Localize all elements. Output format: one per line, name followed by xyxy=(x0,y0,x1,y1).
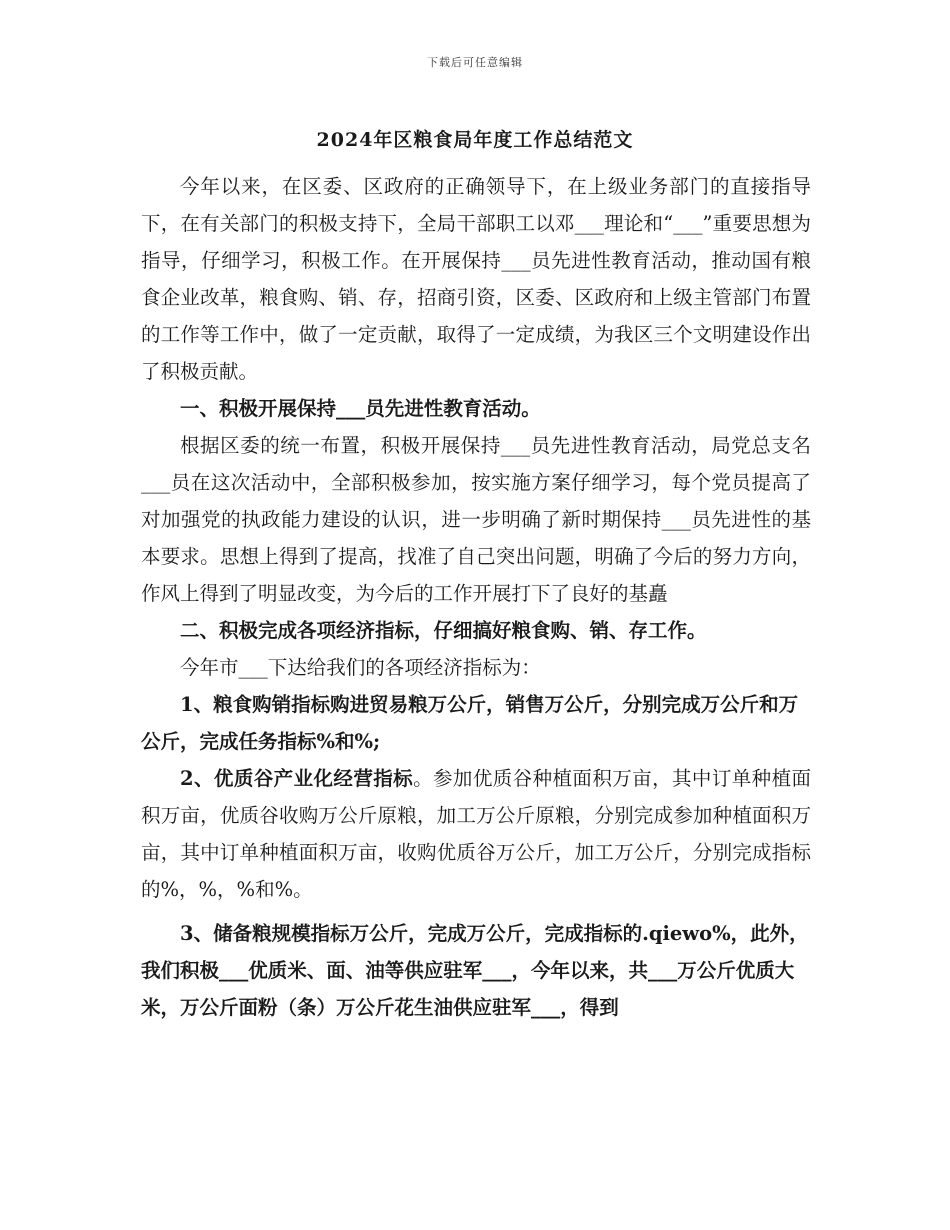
section-heading-1: 一、积极开展保持___员先进性教育活动。 xyxy=(180,397,541,420)
item-2 xyxy=(141,760,811,908)
intro-paragraph: 今年以来，在区委、区政府的正确领导下，在上级业务部门的直接指导下，在有关部门的积极支持下，全局干部职工以邓___理论和“___”重要思想为指导，仔细学习，积极工作。在开展保持___员先进性教育活动，推动国有粮食企业改革，粮食购、销、存，招商引资，区委、区政府和上级主管部门布置的工作等工作中，做了一定贡献，取得了一定成绩，为我区三个文明建设作出了积极贡献。 xyxy=(141,175,811,383)
item-2-rest: 。参加优质谷种植面积万亩，其中订单种植面积万亩，优质谷收购万公斤原粮，加工万公斤原粮，分别完成参加种植面积万亩，其中订单种植面积万亩，收购优质谷万公斤，加工万公斤，分别完成指标的%，%，%和%。 xyxy=(141,767,811,901)
section-heading-2: 二、积极完成各项经济指标，仔细搞好粮食购、销、存工作。 xyxy=(180,619,707,642)
document-body xyxy=(141,168,811,1026)
item-1: 1、粮食购销指标购进贸易粮万公斤，销售万公斤，分别完成万公斤和万公斤，完成任务指标%和%; xyxy=(141,693,799,753)
item-2-lead: 2、优质谷产业化经营指标 xyxy=(180,767,414,790)
section-2-intro: 今年市___下达给我们的各项经济指标为： xyxy=(180,656,541,679)
document-title: 2024年区粮食局年度工作总结范文 xyxy=(316,129,634,151)
header-note: 下载后可任意编辑 xyxy=(427,56,523,69)
section-1-paragraph: 根据区委的统一布置，积极开展保持___员先进性教育活动，局党总支名___员在这次活动中，全部积极参加，按实施方案仔细学习，每个党员提高了对加强党的执政能力建设的认识，进一步明确了新时期保持___员先进性的基本要求。思想上得到了提高，找准了自己突出问题，明确了今后的努力方向，作风上得到了明显改变，为今后的工作开展打下了良好的基矗 xyxy=(141,434,811,605)
item-3: 3、储备粮规模指标万公斤，完成万公斤，完成指标的.qiewo%，此外，我们积极___优质米、面、油等供应驻军___，今年以来，共___万公斤优质大米，万公斤面粉（条）万公斤花生油供应驻军___，得到 xyxy=(141,922,809,1019)
